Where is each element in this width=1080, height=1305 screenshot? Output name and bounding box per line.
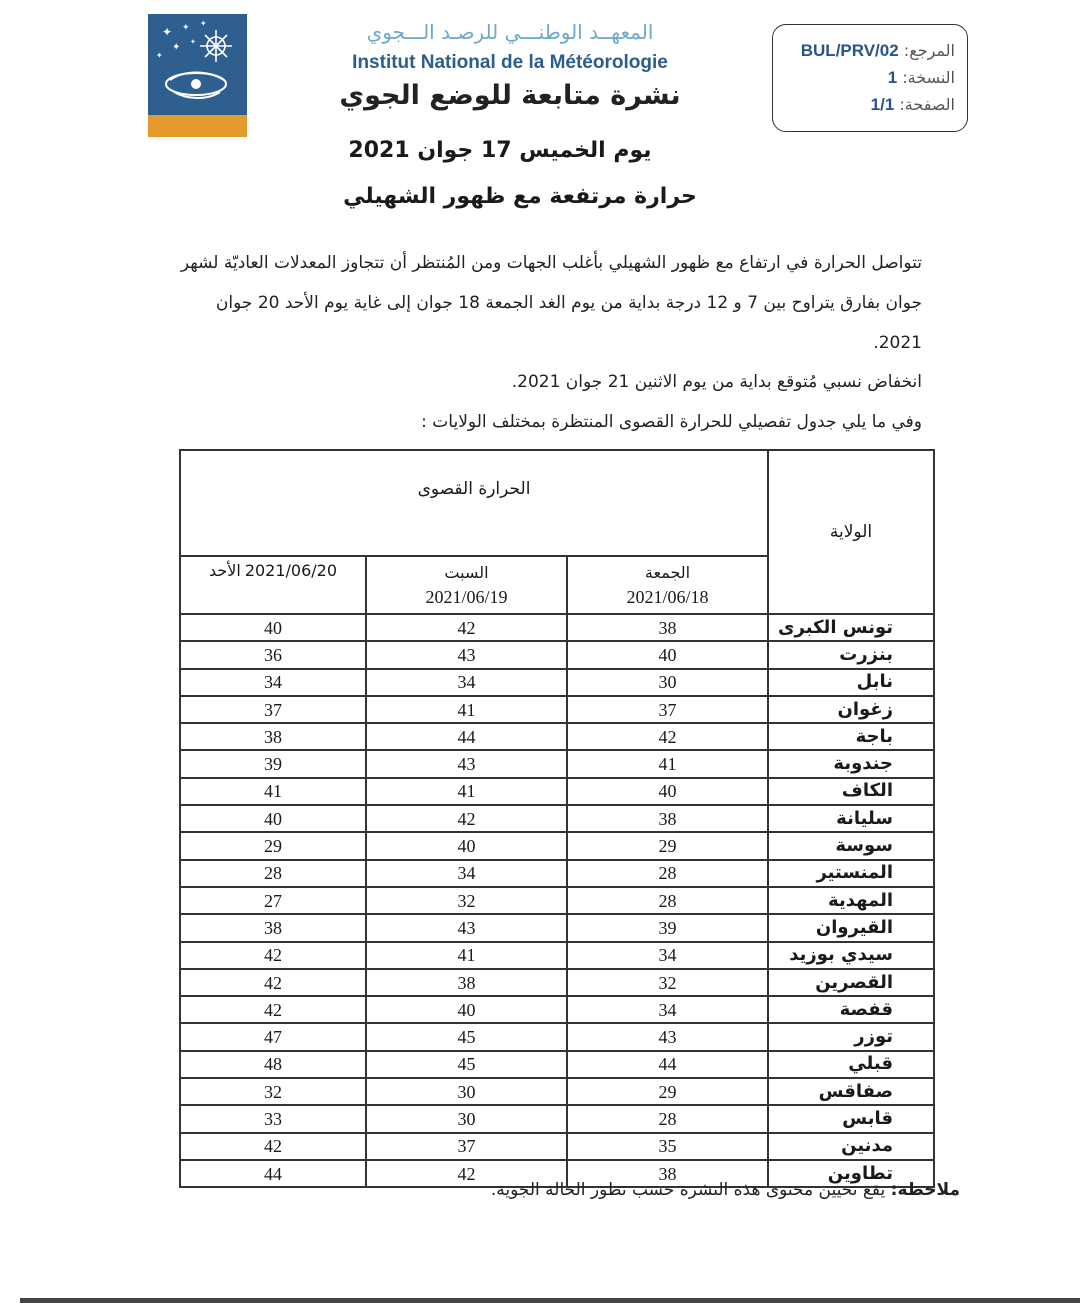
day2-header <box>366 556 567 614</box>
sunday-temp-cell: 44 <box>180 1160 366 1187</box>
friday-temp-cell: 32 <box>567 969 768 996</box>
day2-name: السبت <box>444 563 489 582</box>
sunday-temp-cell: 41 <box>180 778 366 805</box>
sunday-temp-cell: 40 <box>180 805 366 832</box>
governorate-cell: جندوبة <box>768 750 934 777</box>
sunday-temp-cell: 28 <box>180 860 366 887</box>
saturday-temp-cell: 37 <box>366 1133 567 1160</box>
day2-date: 2021/06/19 <box>425 587 508 607</box>
institute-name-french: Institut National de la Météorologie <box>352 52 668 73</box>
table-row <box>180 942 934 969</box>
reference-box <box>772 24 968 132</box>
friday-temp-cell: 38 <box>567 1160 768 1187</box>
friday-temp-cell: 29 <box>567 832 768 859</box>
saturday-temp-cell: 30 <box>366 1105 567 1132</box>
table-row <box>180 1078 934 1105</box>
governorate-cell: صفاقس <box>768 1078 934 1105</box>
day3-name: الأحد <box>208 561 241 580</box>
saturday-temp-cell: 40 <box>366 996 567 1023</box>
table-row <box>180 860 934 887</box>
saturday-temp-cell: 40 <box>366 832 567 859</box>
table-row <box>180 887 934 914</box>
saturday-temp-cell: 34 <box>366 669 567 696</box>
table-body <box>180 614 934 1187</box>
institute-name-arabic: المعهــد الوطنـــي للرصـد الـــجوي <box>366 20 654 44</box>
table-row <box>180 1023 934 1050</box>
friday-temp-cell: 30 <box>567 669 768 696</box>
table-row <box>180 614 934 641</box>
table-row <box>180 914 934 941</box>
friday-temp-cell: 38 <box>567 805 768 832</box>
governorate-cell: مدنين <box>768 1133 934 1160</box>
day3-date: 2021/06/20 <box>244 561 338 580</box>
sunday-temp-cell: 38 <box>180 914 366 941</box>
governorate-cell: القيروان <box>768 914 934 941</box>
note-label: ملاحظة: <box>890 1180 960 1200</box>
governorate-cell: قابس <box>768 1105 934 1132</box>
governorate-cell: تونس الكبرى <box>768 614 934 641</box>
reference-label: المرجع: <box>903 41 955 60</box>
friday-temp-cell: 28 <box>567 887 768 914</box>
friday-temp-cell: 35 <box>567 1133 768 1160</box>
day3-header <box>180 556 366 614</box>
table-row <box>180 832 934 859</box>
table-row <box>180 996 934 1023</box>
day1-date: 2021/06/18 <box>626 587 709 607</box>
note-text: يقع تحيين محتوى هذه النشرة حسب تطور الحالة الجوية. <box>490 1180 886 1200</box>
governorate-cell: سوسة <box>768 832 934 859</box>
sunday-temp-cell: 42 <box>180 942 366 969</box>
saturday-temp-cell: 44 <box>366 723 567 750</box>
copy-value: 1 <box>887 68 898 87</box>
table-row <box>180 723 934 750</box>
bulletin-title: نشرة متابعة للوضع الجوي <box>339 80 681 111</box>
friday-temp-cell: 44 <box>567 1051 768 1078</box>
saturday-temp-cell: 41 <box>366 942 567 969</box>
governorate-cell: بنزرت <box>768 641 934 668</box>
governorate-cell: المنستير <box>768 860 934 887</box>
table-row <box>180 669 934 696</box>
governorate-cell: نابل <box>768 669 934 696</box>
table-row <box>180 696 934 723</box>
governorate-cell: توزر <box>768 1023 934 1050</box>
saturday-temp-cell: 45 <box>366 1023 567 1050</box>
copy-label: النسخة: <box>902 68 955 87</box>
friday-temp-cell: 38 <box>567 614 768 641</box>
governorate-cell: سيدي بوزيد <box>768 942 934 969</box>
governorate-cell: سليانة <box>768 805 934 832</box>
saturday-temp-cell: 38 <box>366 969 567 996</box>
saturday-temp-cell: 41 <box>366 696 567 723</box>
institute-logo <box>148 14 247 137</box>
governorate-cell: باجة <box>768 723 934 750</box>
bottom-border <box>20 1298 1080 1303</box>
day1-name: الجمعة <box>644 563 691 582</box>
sunday-temp-cell: 36 <box>180 641 366 668</box>
page-number-row <box>785 91 955 118</box>
governorate-cell: قبلي <box>768 1051 934 1078</box>
friday-temp-cell: 37 <box>567 696 768 723</box>
table-intro-paragraph: وفي ما يلي جدول تفصيلي للحرارة القصوى المنتظرة بمختلف الولايات : <box>421 412 922 432</box>
saturday-temp-cell: 43 <box>366 641 567 668</box>
sunday-temp-cell: 48 <box>180 1051 366 1078</box>
governorate-cell: المهدية <box>768 887 934 914</box>
friday-temp-cell: 34 <box>567 942 768 969</box>
sunday-temp-cell: 29 <box>180 832 366 859</box>
friday-temp-cell: 43 <box>567 1023 768 1050</box>
day1-header <box>567 556 768 614</box>
saturday-temp-cell: 43 <box>366 914 567 941</box>
table-row <box>180 1105 934 1132</box>
saturday-temp-cell: 34 <box>366 860 567 887</box>
bulletin-subtitle: حرارة مرتفعة مع ظهور الشهيلي <box>343 184 697 209</box>
sunday-temp-cell: 33 <box>180 1105 366 1132</box>
table-row <box>180 641 934 668</box>
reference-row <box>785 37 955 64</box>
svg-text:✦: ✦ <box>172 42 181 53</box>
governorate-cell: القصرين <box>768 969 934 996</box>
governorate-cell: الكاف <box>768 778 934 805</box>
friday-temp-cell: 39 <box>567 914 768 941</box>
friday-temp-cell: 28 <box>567 860 768 887</box>
saturday-temp-cell: 45 <box>366 1051 567 1078</box>
governorate-cell: تطاوين <box>768 1160 934 1187</box>
friday-temp-cell: 34 <box>567 996 768 1023</box>
sunday-temp-cell: 37 <box>180 696 366 723</box>
friday-temp-cell: 41 <box>567 750 768 777</box>
svg-text:✦: ✦ <box>162 25 173 39</box>
max-temperature-table <box>179 449 935 1188</box>
svg-text:✦: ✦ <box>190 38 196 46</box>
reference-value: BUL/PRV/02 <box>800 41 899 60</box>
page-number-label: الصفحة: <box>899 95 955 114</box>
friday-temp-cell: 28 <box>567 1105 768 1132</box>
saturday-temp-cell: 42 <box>366 614 567 641</box>
max-temperature-header: الحرارة القصوى <box>180 450 768 556</box>
governorate-header: الولاية <box>768 450 934 614</box>
table-row <box>180 969 934 996</box>
logo-stars-icon <box>148 14 247 115</box>
friday-temp-cell: 40 <box>567 778 768 805</box>
table-row <box>180 750 934 777</box>
note <box>400 1180 960 1200</box>
sunday-temp-cell: 40 <box>180 614 366 641</box>
table-row <box>180 778 934 805</box>
table-row <box>180 1133 934 1160</box>
svg-text:✦: ✦ <box>156 51 163 60</box>
governorate-cell: زغوان <box>768 696 934 723</box>
svg-text:✦: ✦ <box>200 19 207 28</box>
saturday-temp-cell: 42 <box>366 805 567 832</box>
sunday-temp-cell: 42 <box>180 1133 366 1160</box>
governorate-cell: قفصة <box>768 996 934 1023</box>
saturday-temp-cell: 41 <box>366 778 567 805</box>
sunday-temp-cell: 32 <box>180 1078 366 1105</box>
forecast-paragraph: تتواصل الحرارة في ارتفاع مع ظهور الشهيلي بأغلب الجهات ومن المُنتظر أن تتجاوز المعدلات العاديّة لشهر جوان بفارق يتراوح بين 7 و 12 درجة بداية من يوم الغد الجمعة 18 جوان إلى غاية يوم الأحد 20 جوان 2021. <box>180 253 922 353</box>
friday-temp-cell: 40 <box>567 641 768 668</box>
friday-temp-cell: 42 <box>567 723 768 750</box>
sunday-temp-cell: 42 <box>180 996 366 1023</box>
saturday-temp-cell: 43 <box>366 750 567 777</box>
table-row <box>180 1051 934 1078</box>
sunday-temp-cell: 47 <box>180 1023 366 1050</box>
saturday-temp-cell: 42 <box>366 1160 567 1187</box>
friday-temp-cell: 29 <box>567 1078 768 1105</box>
sunday-temp-cell: 38 <box>180 723 366 750</box>
saturday-temp-cell: 32 <box>366 887 567 914</box>
temperature-drop-paragraph: انخفاض نسبي مُتوقع بداية من يوم الاثنين 21 جوان 2021. <box>511 372 922 392</box>
svg-text:✦: ✦ <box>182 23 190 33</box>
sunday-temp-cell: 39 <box>180 750 366 777</box>
copy-row <box>785 64 955 91</box>
page-number-value: 1/1 <box>870 95 895 114</box>
table-row <box>180 805 934 832</box>
sunday-temp-cell: 42 <box>180 969 366 996</box>
sunday-temp-cell: 27 <box>180 887 366 914</box>
bulletin-date: يوم الخميس 17 جوان 2021 <box>348 138 652 163</box>
saturday-temp-cell: 30 <box>366 1078 567 1105</box>
sunday-temp-cell: 34 <box>180 669 366 696</box>
